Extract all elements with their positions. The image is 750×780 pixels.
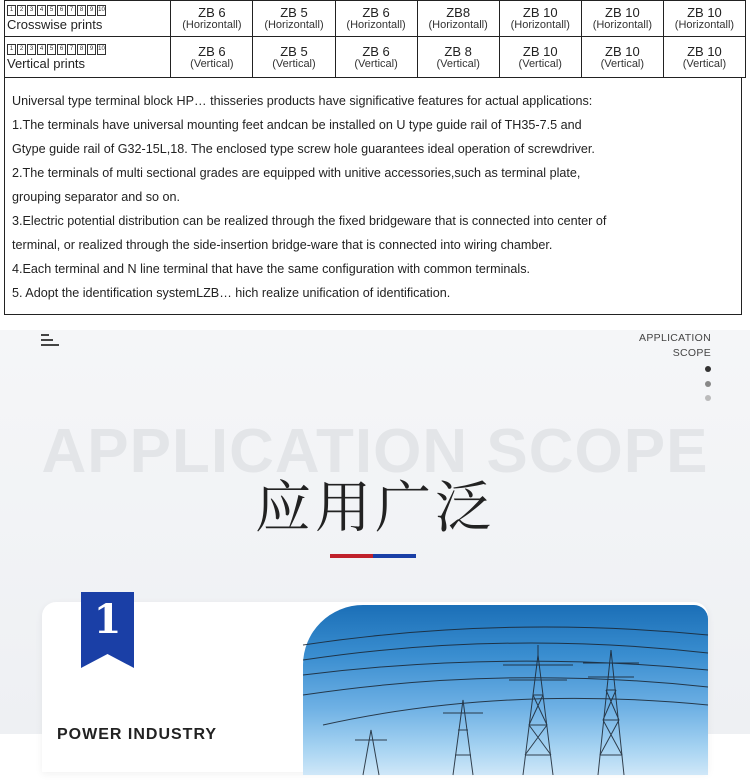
description-line: terminal, or realized through the side-insertion bridge-ware that is connected into wiring chamber. [12, 238, 553, 252]
menu-icon[interactable] [41, 334, 59, 348]
cell-model: ZB 10 [687, 5, 722, 20]
cell-model: ZB 10 [522, 43, 558, 59]
strip-segment: 1 [7, 44, 16, 55]
strip-segment: 6 [57, 5, 66, 16]
terminal-strip-icon [7, 44, 170, 55]
strip-segment: 9 [87, 44, 96, 55]
cell-model: ZB 6 [198, 5, 226, 20]
cell-orientation: (Vertical) [436, 57, 480, 70]
cell-model: ZB8 [446, 5, 471, 20]
strip-segment: 2 [17, 5, 26, 16]
spec-table [4, 0, 746, 78]
table-cell [499, 1, 581, 37]
table-cell [663, 1, 745, 37]
strip-segment: 9 [87, 5, 96, 16]
description-line: 1.The terminals have universal mounting feet andcan be installed on U type guide rail of TH35-7.5 and [12, 118, 582, 132]
strip-segment: 10 [97, 5, 106, 16]
description-line: Universal type terminal block HP… thisseries products have significative features for actual applications: [12, 94, 593, 108]
strip-segment: 4 [37, 44, 46, 55]
cell-orientation: (Vertical) [600, 57, 645, 70]
strip-segment: 7 [67, 5, 76, 16]
cell-orientation: (Vertical) [518, 57, 562, 70]
cell-model: ZB 5 [280, 43, 308, 59]
row-label-cell [5, 37, 171, 78]
terminal-strip-icon [7, 5, 170, 16]
power-tower-illustration [303, 605, 708, 775]
table-cell [581, 37, 663, 78]
background-title: APPLICATION SCOPE [41, 417, 709, 486]
title-underline-red [330, 554, 373, 558]
table-cell [417, 37, 499, 78]
cell-orientation: (Horizontall) [182, 19, 242, 31]
cell-model: ZB 5 [280, 5, 308, 20]
table-row [5, 1, 746, 37]
card-title: POWER INDUSTRY [57, 726, 218, 743]
strip-segment: 10 [97, 44, 106, 55]
cell-orientation: (Horizontall) [510, 19, 570, 31]
side-label-line: SCOPE [672, 347, 711, 359]
side-section-label [639, 331, 711, 361]
strip-segment: 6 [57, 44, 66, 55]
table-cell [581, 1, 663, 37]
cell-orientation: (Vertical) [272, 57, 316, 70]
table-cell [417, 1, 499, 37]
badge-number: 1 [93, 596, 122, 643]
description-line: 3.Electric potential distribution can be realized through the fixed bridgeware that is connected into center of [12, 214, 607, 228]
description-line: 4.Each terminal and N line terminal that have the same configuration with common terminals. [12, 262, 530, 276]
table-cell [171, 1, 253, 37]
side-label-line: APPLICATION [639, 332, 711, 344]
strip-segment: 2 [17, 44, 26, 55]
table-cell [499, 37, 581, 78]
cell-orientation: (Horizontall) [264, 19, 324, 31]
strip-segment: 3 [27, 44, 36, 55]
cell-model: ZB 6 [198, 43, 226, 59]
table-cell [335, 37, 417, 78]
description-line: 5. Adopt the identification systemLZB… hich realize unification of identification. [12, 286, 451, 300]
title-underline-blue [373, 554, 416, 558]
row-label: Crosswise prints [7, 17, 103, 32]
strip-segment: 8 [77, 44, 86, 55]
row-label: Vertical prints [7, 55, 86, 71]
section-title: 应用广泛 [255, 476, 495, 541]
cell-model: ZB 8 [444, 43, 472, 59]
table-cell [335, 1, 417, 37]
cell-model: ZB 10 [687, 43, 722, 59]
cell-orientation: (Horizontall) [346, 19, 406, 31]
strip-segment: 5 [47, 5, 56, 16]
row-label-cell [5, 1, 171, 37]
cell-orientation: (Vertical) [190, 57, 234, 70]
cell-model: ZB 10 [605, 43, 640, 59]
description-line: 2.The terminals of multi sectional grades are equipped with unitive accessories,such as terminal plate, [12, 166, 581, 180]
cell-model: ZB 10 [605, 5, 640, 20]
description-line: grouping separator and so on. [12, 190, 181, 204]
pagination-dot[interactable] [705, 381, 711, 387]
strip-segment: 8 [77, 5, 86, 16]
power-tower-photo [303, 605, 708, 775]
cell-orientation: (Vertical) [354, 57, 398, 70]
description-line: Gtype guide rail of G32-15L,18. The enclosed type screw hole guarantees ideal operation of screwdriver. [12, 142, 595, 156]
pagination-dot[interactable] [705, 395, 711, 401]
table-row [5, 37, 746, 78]
cell-model: ZB 10 [522, 5, 558, 20]
cell-orientation: (Horizontall) [428, 19, 488, 31]
cell-model: ZB 6 [362, 43, 390, 59]
strip-segment: 3 [27, 5, 36, 16]
cell-model: ZB 6 [362, 5, 390, 20]
strip-segment: 1 [7, 5, 16, 16]
table-cell [253, 1, 335, 37]
pagination-dot-active[interactable] [705, 366, 711, 372]
description-box [4, 77, 742, 315]
strip-segment: 5 [47, 44, 56, 55]
strip-segment: 7 [67, 44, 76, 55]
table-cell [253, 37, 335, 78]
strip-segment: 4 [37, 5, 46, 16]
application-card[interactable] [42, 602, 708, 772]
table-cell [171, 37, 253, 78]
cell-orientation: (Horizontall) [592, 19, 652, 31]
table-cell [663, 37, 745, 78]
cell-orientation: (Horizontall) [674, 19, 735, 31]
application-section [0, 330, 750, 743]
cell-orientation: (Vertical) [682, 57, 727, 70]
